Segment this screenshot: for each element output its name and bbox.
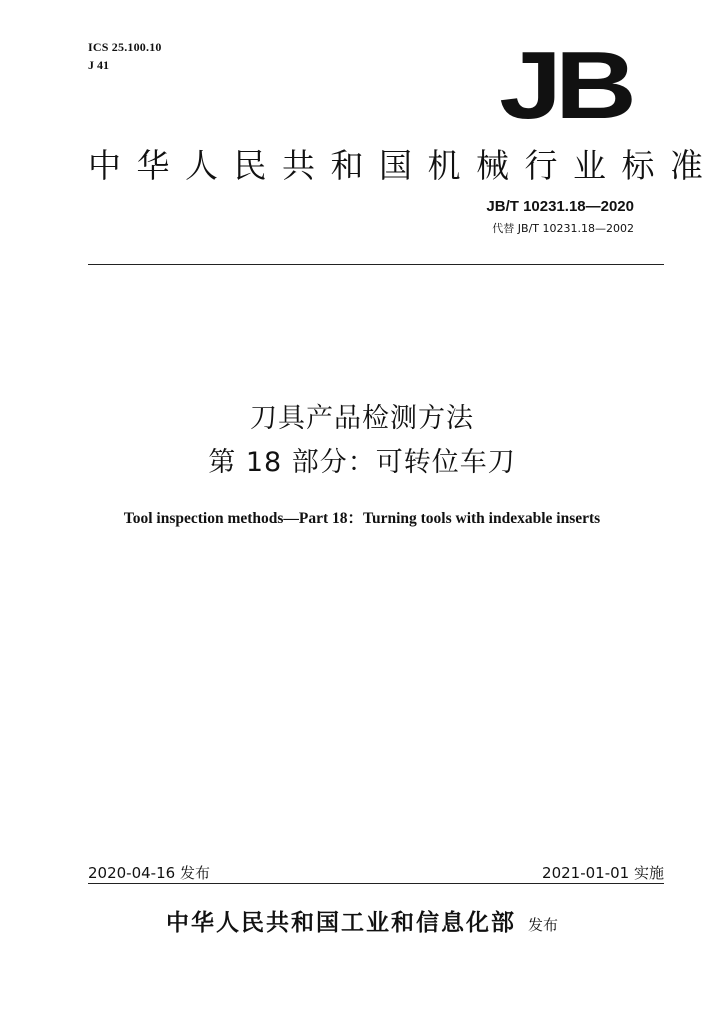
ccs-code: J 41 (88, 58, 109, 72)
supersedes-note: 代替 JB/T 10231.18—2002 (492, 222, 634, 235)
jb-logo: JB (499, 32, 630, 139)
publisher-name: 中华人民共和国工业和信息化部 (165, 910, 516, 936)
publisher-line (0, 904, 724, 937)
document-title-english: Tool inspection methods—Part 18：Turning tools with indexable inserts (123, 510, 601, 527)
document-title-main: 刀具产品检测方法 (250, 403, 474, 434)
top-divider (88, 264, 664, 265)
standard-number: JB/T 10231.18—2020 (486, 198, 634, 215)
ics-code: ICS 25.100.10 (88, 40, 162, 54)
bottom-divider (88, 883, 664, 884)
document-title-part: 第 18 部分：可转位车刀 (208, 447, 516, 478)
publisher-verb: 发布 (527, 916, 558, 934)
standard-category-title: 中华人民共和国机械行业标准 (88, 146, 719, 185)
issue-date: 2020-04-16 发布 (88, 864, 210, 882)
implementation-date: 2021-01-01 实施 (542, 864, 664, 882)
